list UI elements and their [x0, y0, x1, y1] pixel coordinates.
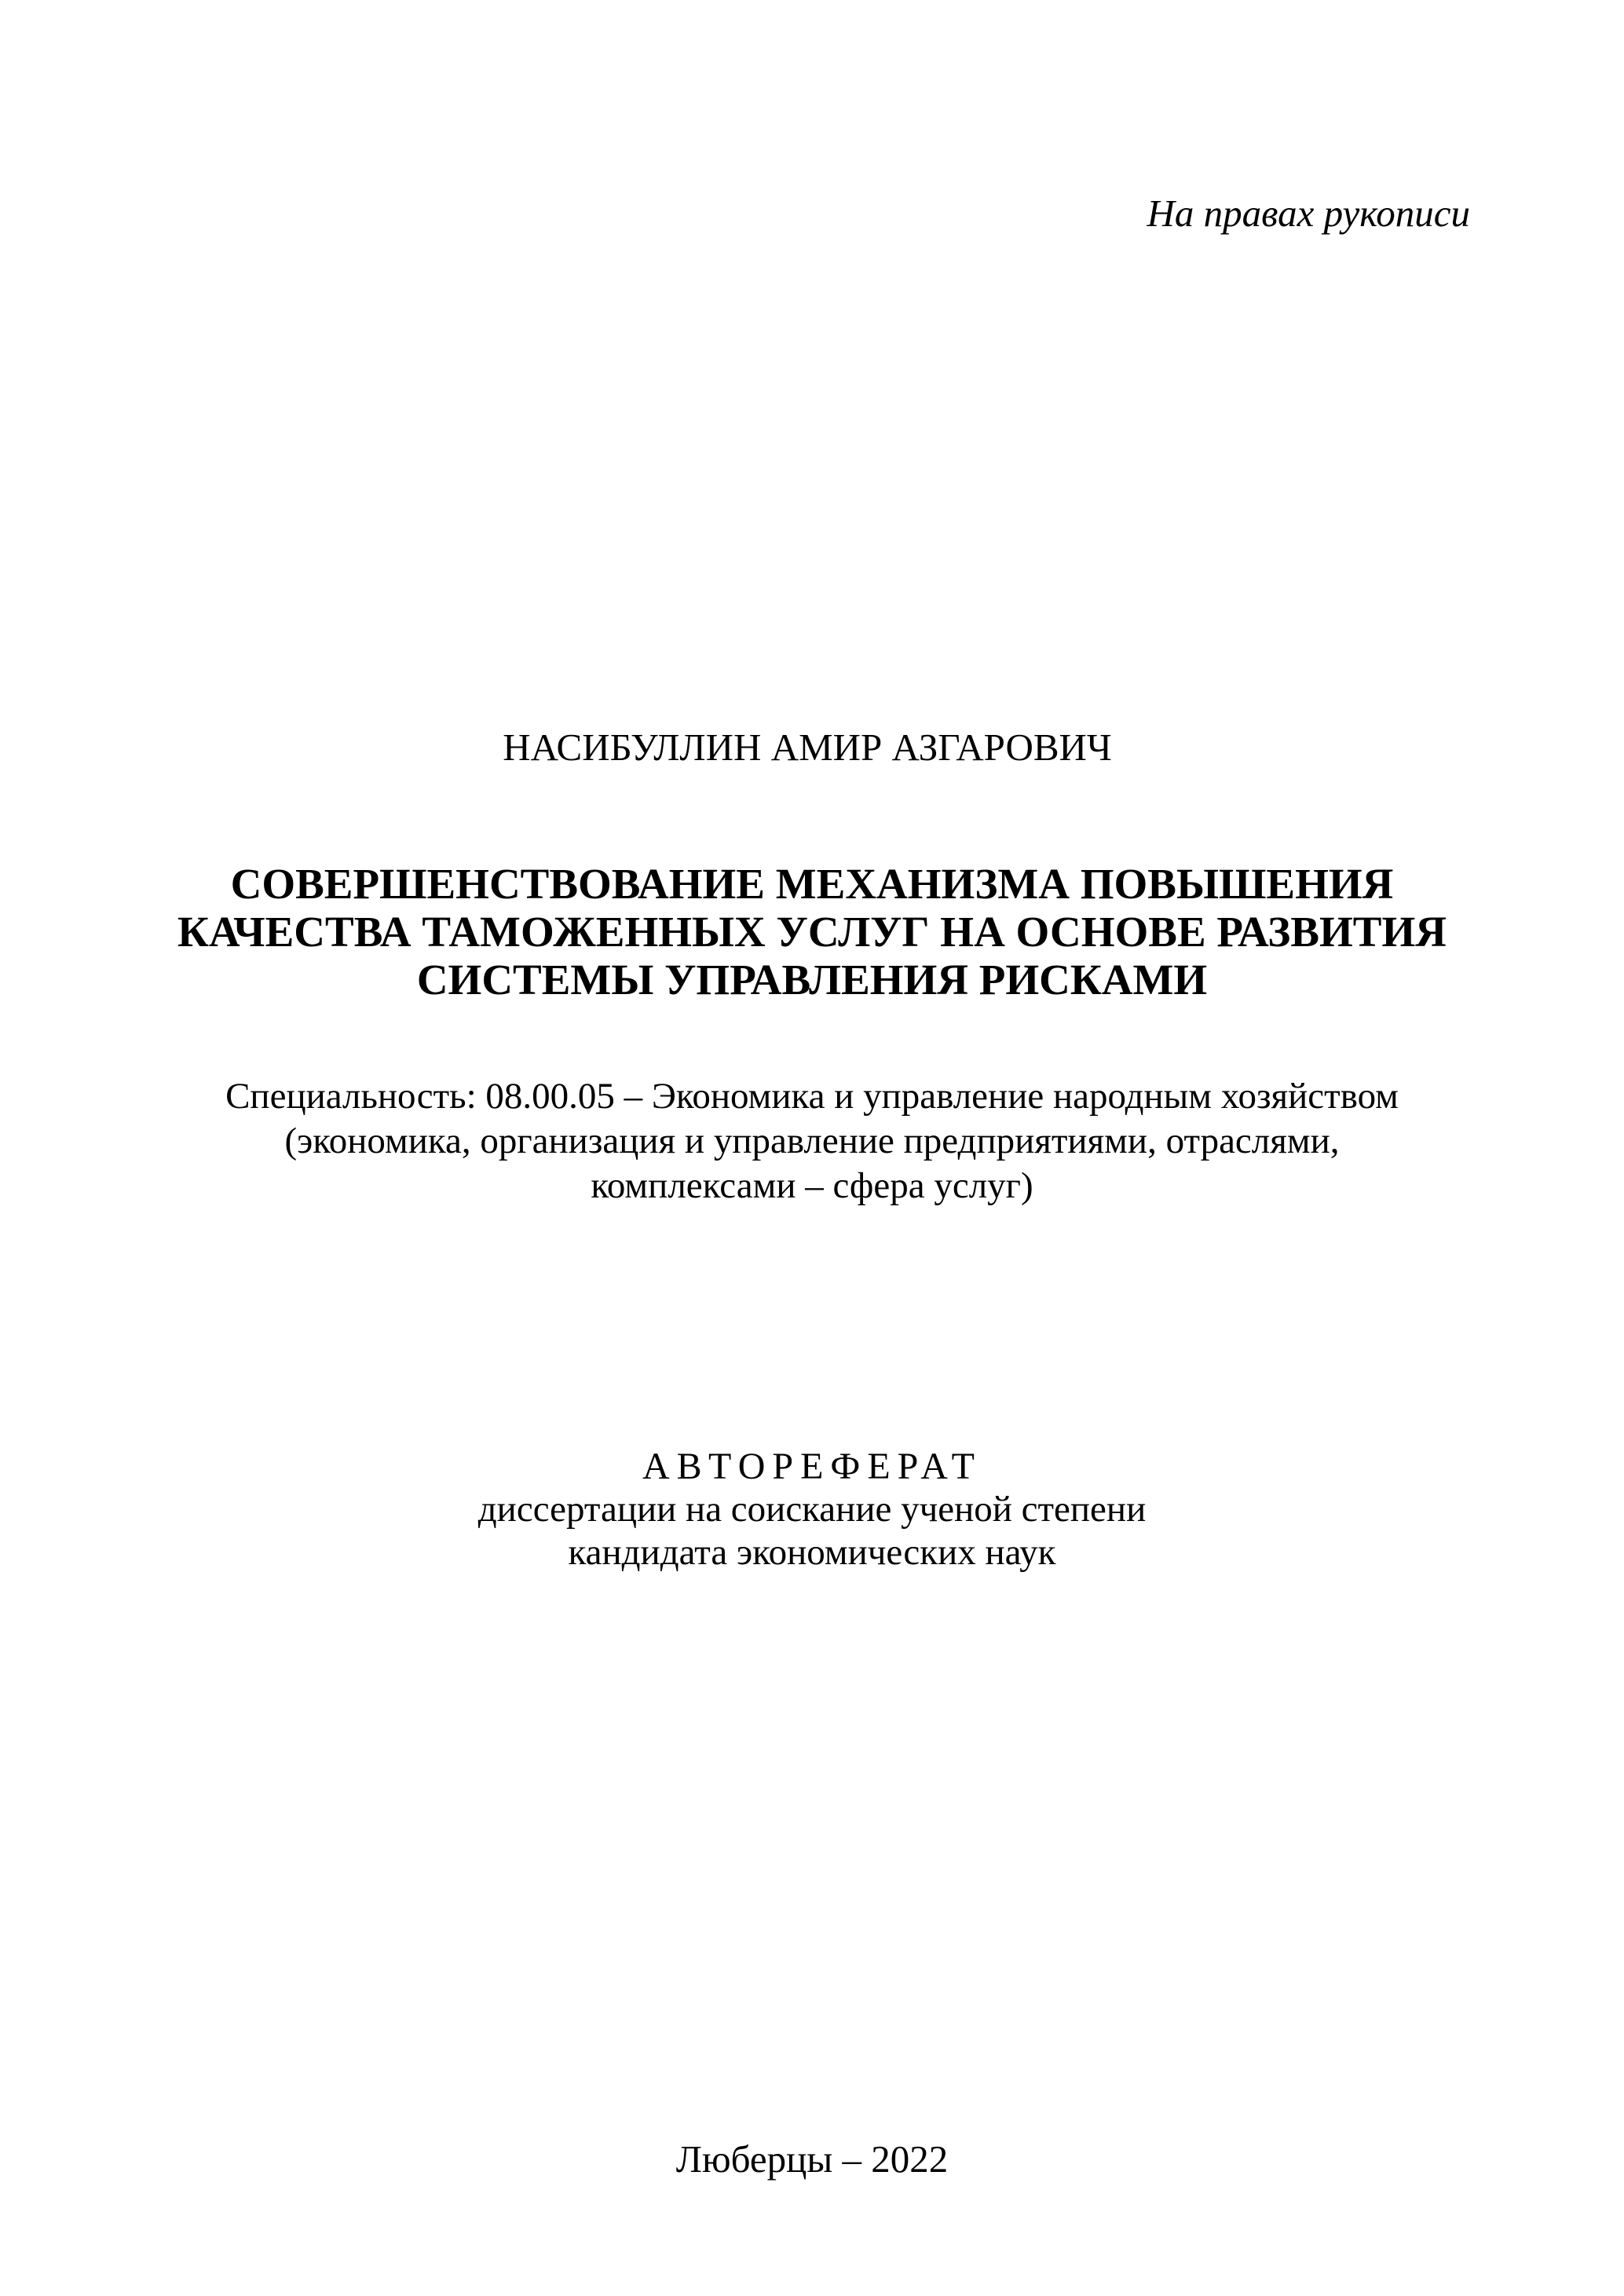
specialty-line: комплексами – сфера услуг) — [591, 1165, 1033, 1206]
dissertation-title — [0, 860, 1624, 1004]
abstract-line: диссертации на соискание ученой степени — [477, 1489, 1147, 1530]
title-line: СОВЕРШЕНСТВОВАНИЕ МЕХАНИЗМА ПОВЫШЕНИЯ — [230, 860, 1394, 908]
author-name: НАСИБУЛЛИН АМИР АЗГАРОВИЧ — [503, 726, 1112, 769]
manuscript-rights-note: На правах рукописи — [1147, 192, 1470, 235]
abstract-block — [0, 1445, 1624, 1574]
title-line: КАЧЕСТВА ТАМОЖЕННЫХ УСЛУГ НА ОСНОВЕ РАЗВИТИЯ — [177, 908, 1447, 956]
place-and-year: Люберцы – 2022 — [675, 2137, 949, 2181]
specialty-line: (экономика, организация и управление предприятиями, отраслями, — [284, 1121, 1340, 1161]
title-line: СИСТЕМЫ УПРАВЛЕНИЯ РИСКАМИ — [416, 956, 1208, 1004]
abstract-line: кандидата экономических наук — [568, 1532, 1056, 1573]
abstract-heading: АВТОРЕФЕРАТ — [642, 1446, 982, 1487]
specialty-block — [0, 1074, 1624, 1208]
specialty-line: Специальность: 08.00.05 – Экономика и управление народным хозяйством — [225, 1076, 1399, 1117]
